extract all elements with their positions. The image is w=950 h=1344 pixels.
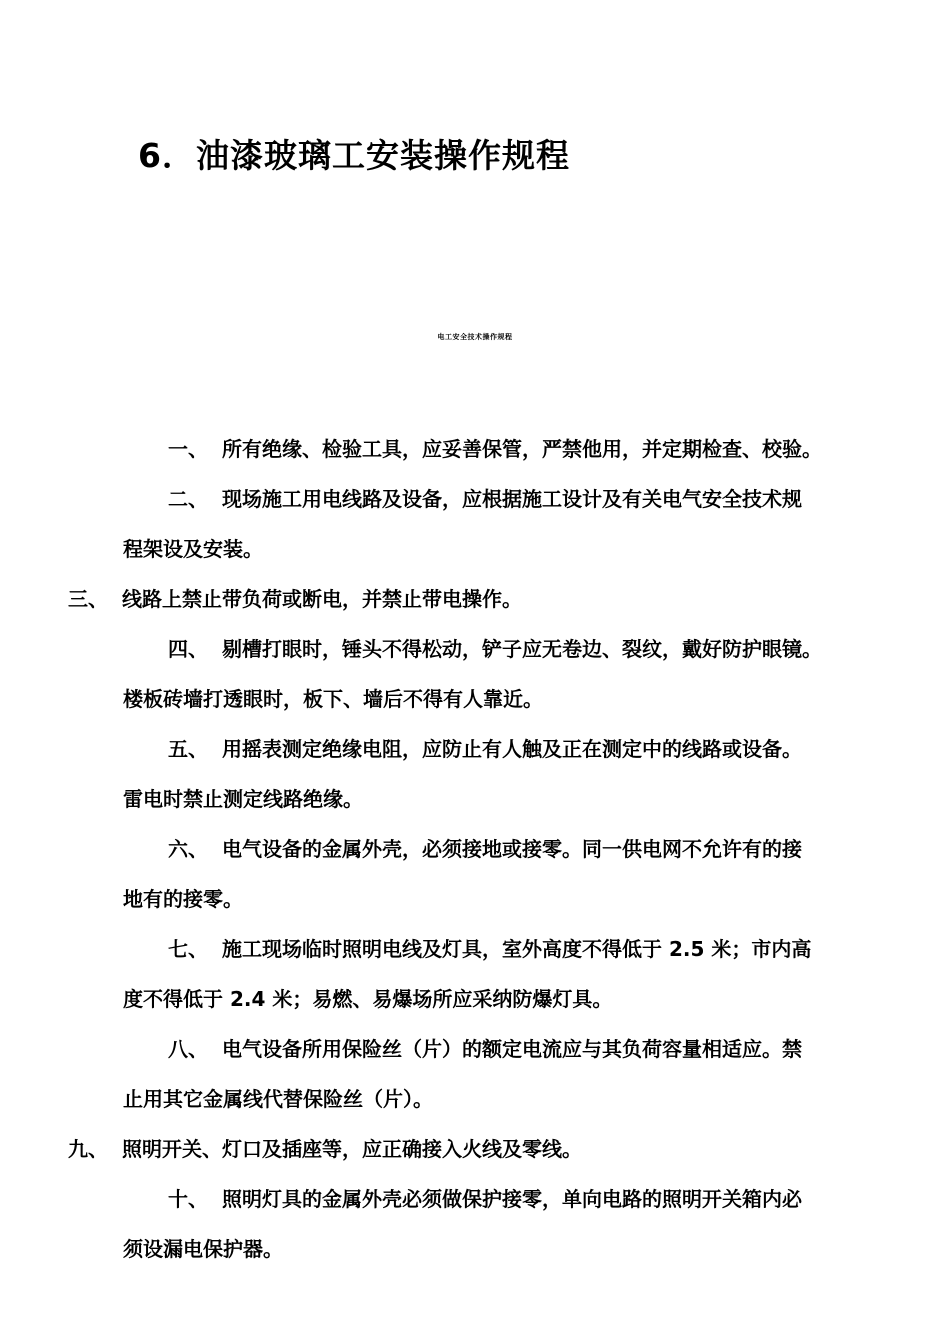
list-item-6	[168, 835, 802, 863]
item-number: 五、	[168, 737, 208, 761]
list-item-7	[168, 935, 811, 963]
item-number: 八、	[168, 1037, 208, 1061]
item-continuation-line: 须设漏电保护器。	[123, 1237, 283, 1261]
list-item-3	[68, 585, 522, 613]
list-item-10	[168, 1185, 802, 1213]
item-continuation-line: 止用其它金属线代替保险丝（片）。	[123, 1087, 433, 1111]
item-text: 施工现场临时照明电线及灯具，室外高度不得低于 2.5 米；市内高	[222, 937, 812, 961]
item-text: 所有绝缘、检验工具，应妥善保管，严禁他用，并定期检查、校验。	[222, 437, 822, 461]
list-item-4	[168, 635, 822, 663]
list-item-8	[168, 1035, 802, 1063]
item-text: 电气设备所用保险丝（片）的额定电流应与其负荷容量相适应。禁	[222, 1037, 802, 1061]
item-text: 剔槽打眼时，锤头不得松动，铲子应无卷边、裂纹，戴好防护眼镜。	[222, 637, 822, 661]
item-text: 用摇表测定绝缘电阻，应防止有人触及正在测定中的线路或设备。	[222, 737, 802, 761]
item-number: 三、	[68, 587, 108, 611]
document-title: 电工安全技术操作规程	[437, 333, 513, 341]
section-heading: 6．油漆玻璃工安装操作规程	[138, 136, 570, 175]
item-continuation-line: 地有的接零。	[123, 887, 243, 911]
list-item-1	[168, 435, 822, 463]
item-text: 电气设备的金属外壳，必须接地或接零。同一供电网不允许有的接	[222, 837, 802, 861]
item-number: 一、	[168, 437, 208, 461]
list-item-5	[168, 735, 802, 763]
item-continuation-line: 雷电时禁止测定线路绝缘。	[123, 787, 363, 811]
item-number: 九、	[68, 1137, 108, 1161]
item-number: 四、	[168, 637, 208, 661]
item-number: 二、	[168, 487, 208, 511]
list-item-9	[68, 1135, 582, 1163]
item-number: 六、	[168, 837, 208, 861]
item-text: 照明灯具的金属外壳必须做保护接零，单向电路的照明开关箱内必	[222, 1187, 802, 1211]
item-continuation-line: 度不得低于 2.4 米；易燃、易爆场所应采纳防爆灯具。	[123, 987, 613, 1011]
item-text: 现场施工用电线路及设备，应根据施工设计及有关电气安全技术规	[222, 487, 802, 511]
item-number: 十、	[168, 1187, 208, 1211]
item-number: 七、	[168, 937, 208, 961]
item-continuation-line: 楼板砖墙打透眼时，板下、墙后不得有人靠近。	[123, 687, 543, 711]
item-continuation-line: 程架设及安装。	[123, 537, 263, 561]
item-text: 照明开关、灯口及插座等，应正确接入火线及零线。	[122, 1137, 582, 1161]
list-item-2	[168, 485, 802, 513]
item-text: 线路上禁止带负荷或断电，并禁止带电操作。	[122, 587, 522, 611]
